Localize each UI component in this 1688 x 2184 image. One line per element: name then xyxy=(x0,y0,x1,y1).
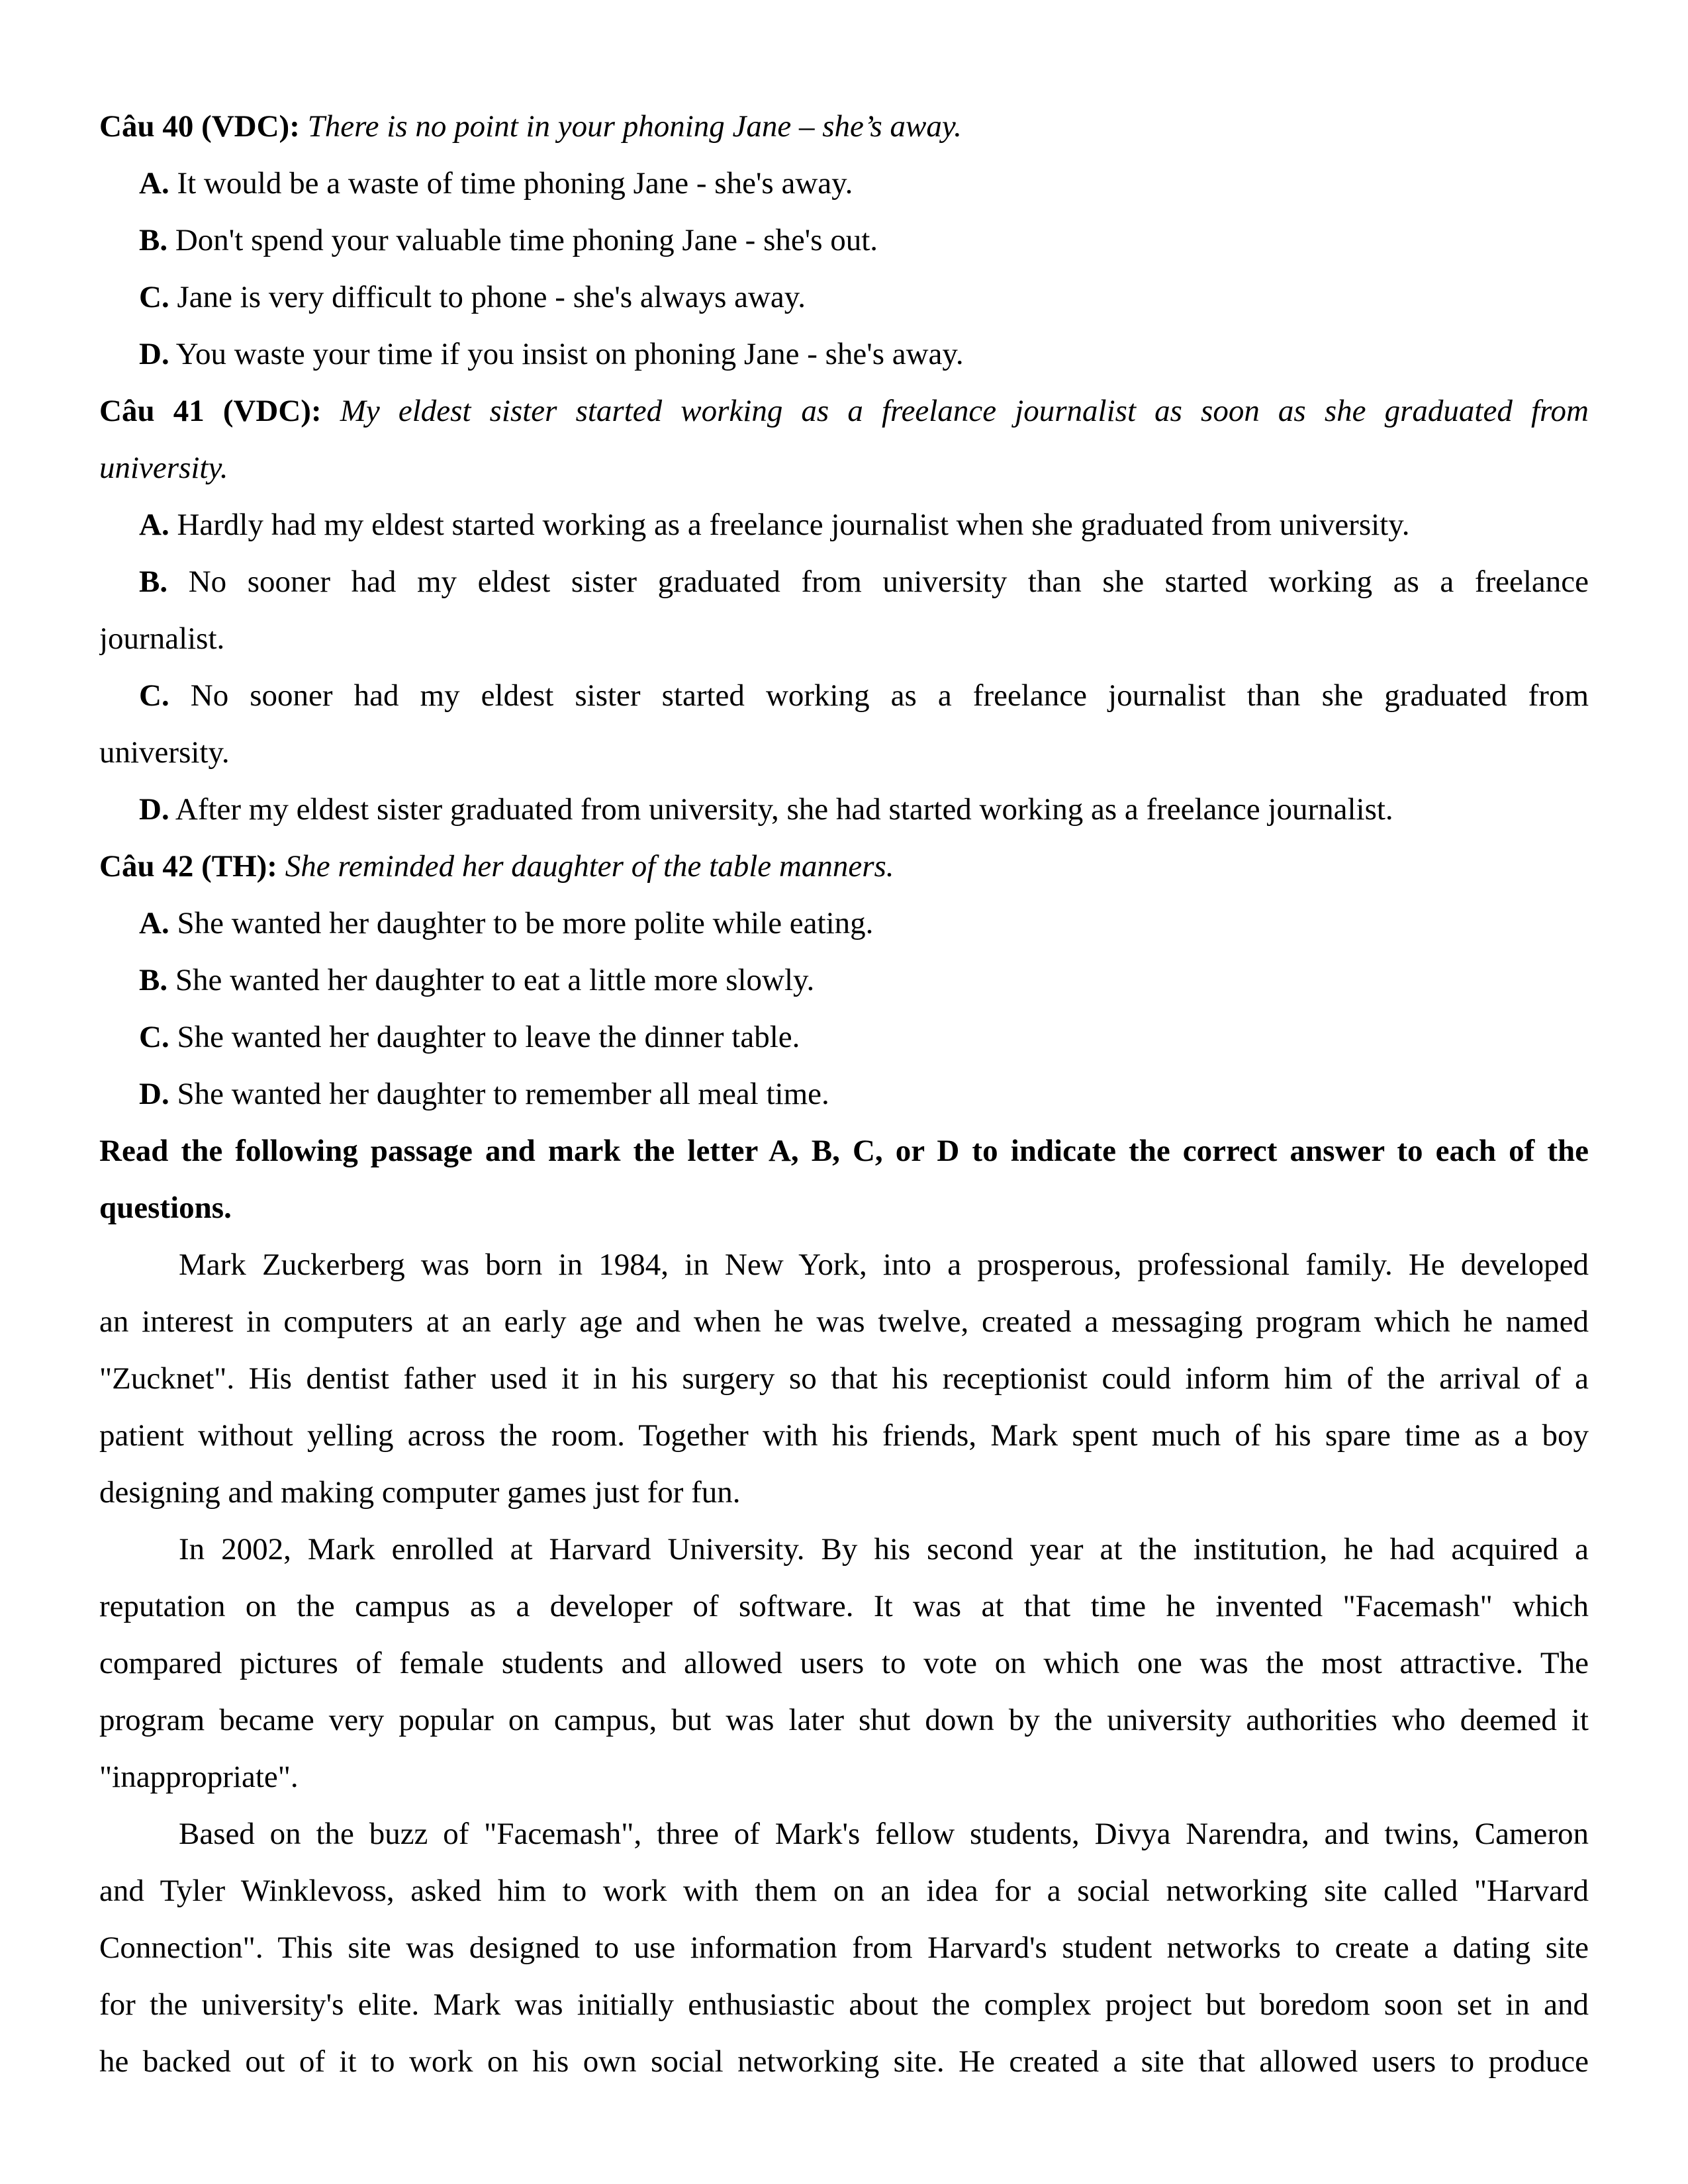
option-text-cont: university. xyxy=(99,735,230,770)
option-42-d xyxy=(99,1066,1589,1122)
option-text: She wanted her daughter to eat a little more slowly. xyxy=(175,963,815,997)
option-42-a xyxy=(99,895,1589,952)
question-41-stem xyxy=(99,383,1589,439)
option-text: Don't spend your valuable time phoning Jane - she's out. xyxy=(175,223,878,257)
option-40-a xyxy=(99,155,1589,212)
option-letter: D. xyxy=(139,792,169,827)
passage-p2-line: reputation on the campus as a developer of software. It was at that time he invented "Facemash" which xyxy=(99,1589,1589,1623)
passage-p2-line: "inappropriate". xyxy=(99,1760,299,1794)
option-40-c xyxy=(99,269,1589,326)
option-text: She wanted her daughter to be more polite while eating. xyxy=(177,906,874,940)
option-40-d xyxy=(99,326,1589,383)
option-letter: C. xyxy=(139,678,169,713)
option-letter: B. xyxy=(139,223,168,257)
question-40-text: There is no point in your phoning Jane – she’s away. xyxy=(307,109,962,144)
option-41-b xyxy=(99,553,1589,610)
passage-p1-line: patient without yelling across the room. Together with his friends, Mark spent much of his spare time as a boy xyxy=(99,1418,1589,1453)
question-42-label: Câu 42 (TH): xyxy=(99,849,277,884)
passage-p3-line: Connection". This site was designed to use information from Harvard's student networks to create a dating site xyxy=(99,1931,1589,1965)
question-42-stem xyxy=(99,838,1589,895)
option-letter: A. xyxy=(139,166,169,201)
option-text: Hardly had my eldest started working as a freelance journalist when she graduated from university. xyxy=(177,508,1410,542)
option-40-b xyxy=(99,212,1589,269)
option-42-b xyxy=(99,952,1589,1009)
option-text: Jane is very difficult to phone - she's always away. xyxy=(177,280,806,314)
option-42-c xyxy=(99,1009,1589,1066)
question-42-text: She reminded her daughter of the table manners. xyxy=(285,849,894,884)
passage-p2-line: program became very popular on campus, but was later shut down by the university authorities who deemed it xyxy=(99,1703,1589,1737)
option-text: It would be a waste of time phoning Jane - she's away. xyxy=(177,166,853,201)
question-40-stem xyxy=(99,98,1589,155)
option-41-c xyxy=(99,667,1589,724)
passage-p2-line: compared pictures of female students and allowed users to vote on which one was the most attractive. The xyxy=(99,1646,1589,1680)
option-41-c-cont xyxy=(99,724,1589,781)
option-letter: A. xyxy=(139,508,169,542)
option-letter: D. xyxy=(139,337,169,371)
option-letter: B. xyxy=(139,565,168,599)
option-letter: C. xyxy=(139,1020,169,1054)
option-text: She wanted her daughter to leave the dinner table. xyxy=(177,1020,800,1054)
document-page xyxy=(99,98,1589,2090)
question-40-label: Câu 40 (VDC): xyxy=(99,109,300,144)
option-text: No sooner had my eldest sister graduated from university than she started working as a freelance xyxy=(188,565,1589,599)
passage-p2-line: In 2002, Mark enrolled at Harvard University. By his second year at the institution, he had acquired a xyxy=(179,1532,1589,1567)
question-41-text-cont: university. xyxy=(99,451,228,485)
passage-p1-line: designing and making computer games just for fun. xyxy=(99,1475,741,1510)
option-text-cont: journalist. xyxy=(99,621,225,656)
option-letter: B. xyxy=(139,963,168,997)
option-text: After my eldest sister graduated from university, she had started working as a freelance journalist. xyxy=(175,792,1393,827)
passage-p1-line: "Zucknet". His dentist father used it in his surgery so that his receptionist could inform him of the arrival of a xyxy=(99,1361,1589,1396)
question-41-text: My eldest sister started working as a freelance journalist as soon as she graduated from xyxy=(340,394,1589,428)
passage-p3-line: Based on the buzz of "Facemash", three of Mark's fellow students, Divya Narendra, and twins, Cameron xyxy=(179,1817,1589,1851)
option-text: She wanted her daughter to remember all meal time. xyxy=(177,1077,829,1111)
option-text: No sooner had my eldest sister started working as a freelance journalist than she graduated from xyxy=(190,678,1589,713)
option-41-b-cont xyxy=(99,610,1589,667)
question-41-label: Câu 41 (VDC): xyxy=(99,394,322,428)
passage-p3-line: and Tyler Winklevoss, asked him to work with them on an idea for a social networking site called "Harvard xyxy=(99,1874,1589,1908)
passage-p1-line: an interest in computers at an early age and when he was twelve, created a messaging program which he named xyxy=(99,1304,1589,1339)
option-letter: A. xyxy=(139,906,169,940)
instruction-text-cont: questions. xyxy=(99,1191,232,1225)
option-letter: D. xyxy=(139,1077,169,1111)
instruction-text: Read the following passage and mark the letter A, B, C, or D to indicate the correct answer to each of the xyxy=(99,1134,1589,1168)
option-text: You waste your time if you insist on phoning Jane - she's away. xyxy=(175,337,964,371)
option-41-d xyxy=(99,781,1589,838)
passage-p3-line: he backed out of it to work on his own social networking site. He created a site that allowed users to produce xyxy=(99,2044,1589,2079)
option-letter: C. xyxy=(139,280,169,314)
passage-p1-line: Mark Zuckerberg was born in 1984, in New York, into a prosperous, professional family. He developed xyxy=(179,1248,1589,1282)
passage-p3-line: for the university's elite. Mark was initially enthusiastic about the complex project but boredom soon set in and xyxy=(99,1987,1589,2022)
reading-instruction-cont xyxy=(99,1179,1589,1236)
question-41-stem-cont xyxy=(99,439,1589,496)
reading-instruction xyxy=(99,1122,1589,1179)
option-41-a xyxy=(99,496,1589,553)
